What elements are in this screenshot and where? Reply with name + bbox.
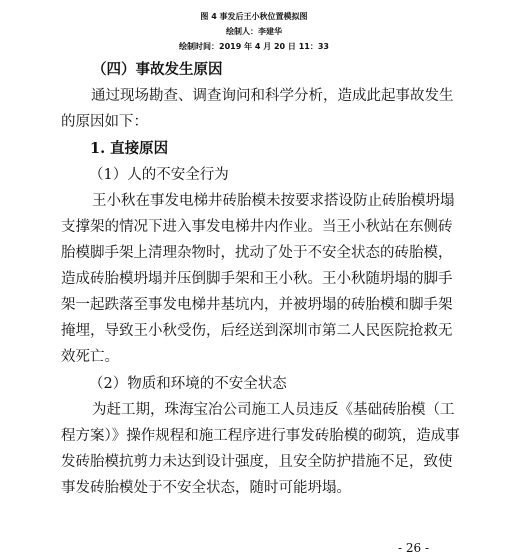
item-1-line-1: 王小秋在事发电梯井砖胎模未按要求搭设防止砖胎模坍塌 xyxy=(92,193,455,209)
figure-author: 绘制人：李建华 xyxy=(226,27,282,36)
subheading-direct-cause: 1. 直接原因 xyxy=(90,140,169,157)
intro-line-1: 通过现场勘查、调查询问和科学分析，造成此起事故发生 xyxy=(91,88,454,104)
item-2-line-1: 为赶工期，珠海宝冶公司施工人员违反《基础砖胎模（工 xyxy=(92,402,455,418)
item-2-line-2: 程方案）》操作规程和施工程序进行事发砖胎模的砌筑，造成事 xyxy=(61,428,460,444)
figure-title: 图 4 事发后王小秋位置模拟图 xyxy=(200,12,308,21)
intro-line-2: 的原因如下： xyxy=(61,114,148,130)
figure-time: 绘制时间：2019 年 4 月 20 日 11：33 xyxy=(179,42,329,51)
item-2-line-4: 事发砖胎模处于不安全状态，随时可能坍塌。 xyxy=(61,480,351,496)
item-1-line-5: 架一起跌落至事发电梯井基坑内，并被坍塌的砖胎模和脚手架 xyxy=(61,297,453,313)
section-heading: （四）事故发生原因 xyxy=(92,61,223,78)
page-number: - 26 - xyxy=(398,541,430,555)
item-1-line-6: 掩埋，导致王小秋受伤，后经送到深圳市第二人民医院抢救无 xyxy=(61,323,453,339)
item-2-title: （2）物质和环境的不安全状态 xyxy=(89,376,287,392)
item-1-line-4: 造成砖胎模坍塌并压倒脚手架和王小秋。王小秋随坍塌的脚手 xyxy=(61,271,453,287)
item-1-line-3: 胎模脚手架上清理杂物时，扰动了处于不安全状态的砖胎模， xyxy=(61,245,453,261)
item-2-line-3: 发砖胎模抗剪力未达到设计强度，且安全防护措施不足，致使 xyxy=(61,454,453,470)
item-1-title: （1）人的不安全行为 xyxy=(89,167,229,183)
item-1-line-2: 支撑架的情况下进入事发电梯井内作业。当王小秋站在东侧砖 xyxy=(61,219,453,235)
item-1-line-7: 效死亡。 xyxy=(61,349,119,365)
